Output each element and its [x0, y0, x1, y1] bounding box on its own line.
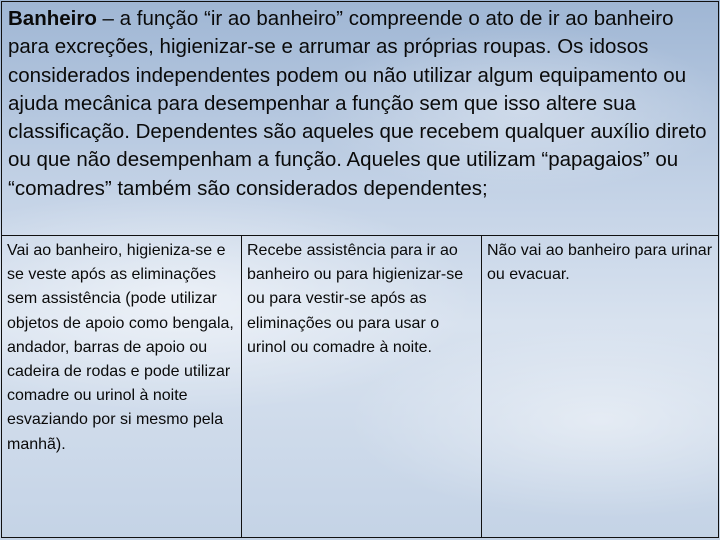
intro-row — [2, 2, 719, 236]
intro-cell — [2, 2, 719, 236]
option-does-not-go: Não vai ao banheiro para urinar ou evacuar. — [482, 236, 719, 538]
option-independent: Vai ao banheiro, higieniza-se e se veste após as eliminações sem assistência (pode utilizar objetos de apoio como bengala, andador, barras de apoio ou cadeira de rodas e pode utilizar comadre ou urinol à noite esvaziando por si mesmo pela manhã). — [2, 236, 242, 538]
intro-definition: – a função “ir ao banheiro” compreende o ato de ir ao banheiro para excreções, higienizar-se e arrumar as próprias roupas. Os idosos considerados independentes podem ou não utilizar algum equipamento ou ajuda mecânica para desempenhar a função sem que isso altere sua classificação. Dependentes são aqueles que recebem qualquer auxílio direto ou que não desempenham a função. Aqueles que utilizam “papagaios” ou “comadres” também são considerados dependentes; — [8, 7, 707, 200]
intro-term: Banheiro — [8, 7, 97, 30]
options-row — [2, 236, 719, 538]
toileting-criteria-table — [1, 1, 719, 538]
option-assisted: Recebe assistência para ir ao banheiro ou para higienizar-se ou para vestir-se após as eliminações ou para usar o urinol ou comadre à noite. — [242, 236, 482, 538]
